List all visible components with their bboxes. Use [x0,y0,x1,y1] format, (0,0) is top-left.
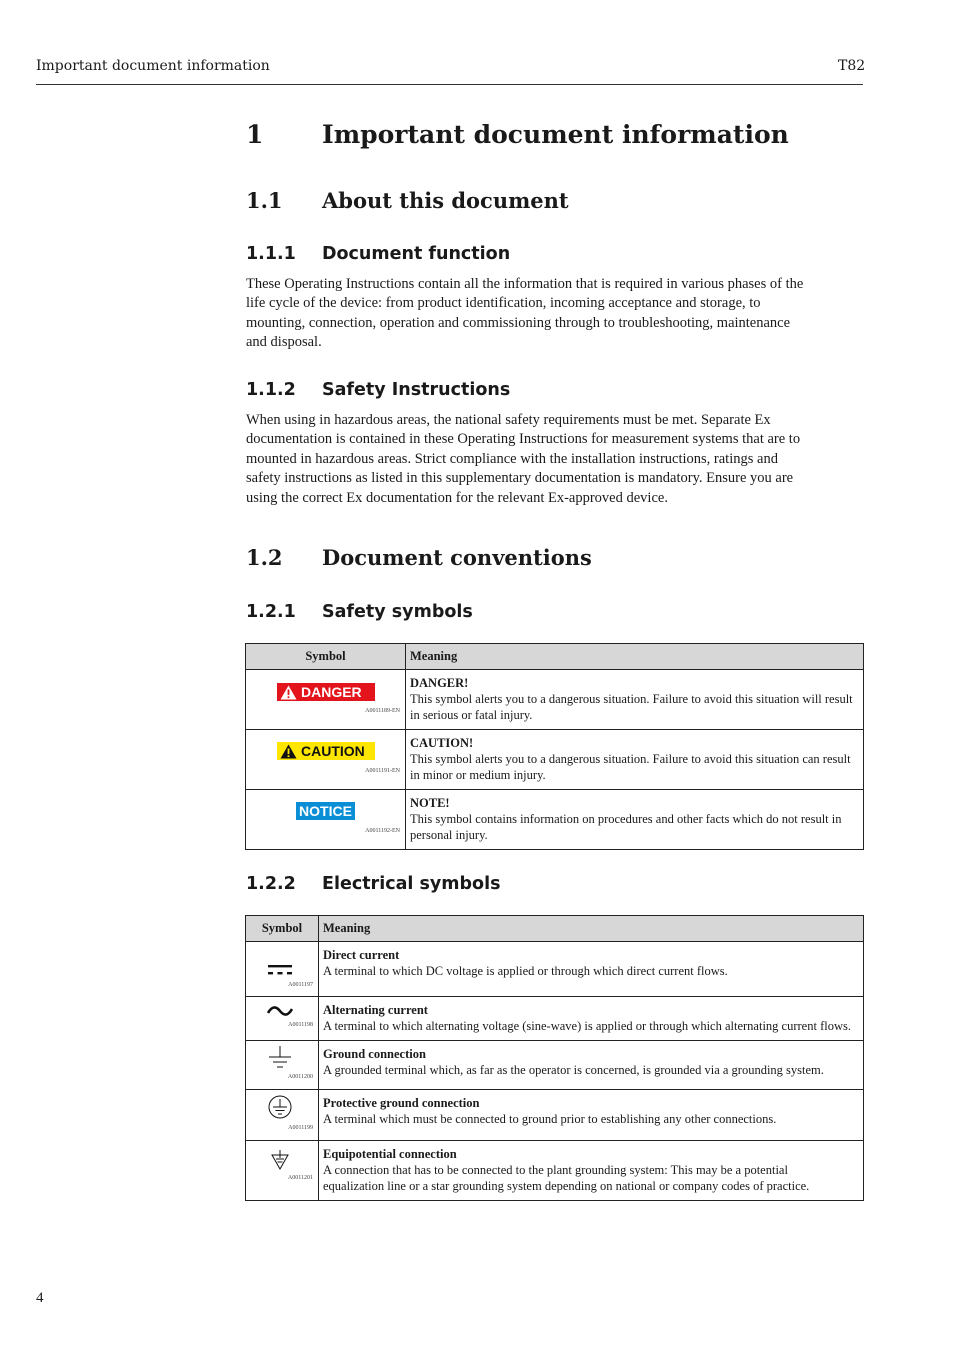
meaning-line: A grounded terminal which, as far as the operator is concerned, is grounded via a grounding system. [323,1063,824,1077]
meaning-line: personal injury. [410,828,488,842]
chapter-title: Important document information [322,120,789,149]
chapter-number: 1 [246,120,264,149]
column-header-meaning: Meaning [319,916,864,942]
electrical-symbols-table [245,915,864,1201]
paragraph-line: mounted in hazardous areas. Strict compliance with the installation instructions, ratings and [246,450,778,467]
equipotential-icon [267,1149,293,1171]
table-row [246,790,864,850]
page-number: 4 [36,1290,44,1306]
figure-code: A0011198 [288,1022,313,1028]
meaning-cell [319,942,864,997]
subsection-heading-1-2-2 [246,874,863,898]
symbol-cell [246,997,319,1041]
subsection-title: Electrical symbols [322,874,501,894]
table-row [246,670,864,730]
symbol-cell [246,790,406,850]
column-header-meaning: Meaning [406,644,864,670]
meaning-cell [406,790,864,850]
symbol-cell [246,1090,319,1141]
warning-triangle-icon [280,685,297,700]
running-header-doc-id: T82 [838,58,866,74]
document-function-paragraph [246,275,856,353]
meaning-title: NOTE! [410,796,450,810]
paragraph-line: These Operating Instructions contain all the information that is required in various phases of the [246,276,804,292]
subsection-title: Safety symbols [322,602,473,622]
meaning-line: A terminal to which alternating voltage (sine-wave) is applied or through which alternating current flows. [323,1019,851,1033]
paragraph-line: mounting, connection, operation and commissioning through to troubleshooting, maintenance [246,314,791,331]
section-number: 1.2 [246,545,283,570]
caution-badge [277,742,375,760]
table-row [246,730,864,790]
meaning-line: equalization line or a star grounding system depending on national or company codes of practice. [323,1179,810,1193]
meaning-cell [319,1090,864,1141]
figure-code: A0011197 [288,982,313,988]
symbol-cell [246,942,319,997]
table-row [246,997,864,1041]
meaning-title: Ground connection [323,1047,426,1061]
meaning-cell [319,997,864,1041]
section-heading-1-1 [246,188,863,216]
badge-label: NOTICE [299,803,352,819]
meaning-title: Alternating current [323,1003,428,1017]
subsection-number: 1.1.2 [246,380,296,400]
meaning-title: Equipotential connection [323,1147,457,1161]
meaning-cell [406,730,864,790]
safety-symbols-table [245,643,864,850]
table-row [246,1041,864,1090]
safety-instructions-paragraph [246,411,856,508]
subsection-number: 1.2.2 [246,874,296,894]
meaning-line: A terminal which must be connected to ground prior to establishing any other connections. [323,1112,777,1126]
meaning-title: CAUTION! [410,736,474,750]
subsection-number: 1.2.1 [246,602,296,622]
subsection-heading-1-1-2 [246,380,863,404]
paragraph-line: life cycle of the device: from product identification, incoming acceptance and storage, to [246,295,761,312]
column-header-symbol: Symbol [246,916,319,942]
meaning-title: DANGER! [410,676,469,690]
meaning-title: Direct current [323,948,400,962]
alternating-current-icon [267,1005,293,1017]
paragraph-line: using the correct Ex documentation for the relevant Ex-approved device. [246,489,668,506]
symbol-cell [246,730,406,790]
badge-label: DANGER [301,684,362,700]
running-header-title: Important document information [36,58,270,74]
table-row [246,1141,864,1201]
meaning-title: Protective ground connection [323,1096,480,1110]
meaning-line: This symbol alerts you to a dangerous situation. Failure to avoid this situation will result [410,692,853,706]
paragraph-line: When using in hazardous areas, the national safety requirements must be met. Separate Ex [246,412,771,428]
header-rule [36,84,863,85]
column-header-symbol: Symbol [246,644,406,670]
paragraph-line: documentation is contained in these Operating Instructions for measurement systems that are to [246,431,801,448]
notice-badge [296,802,355,820]
section-number: 1.1 [246,188,283,213]
subsection-title: Document function [322,244,511,264]
direct-current-icon [267,964,293,976]
subsection-title: Safety Instructions [322,380,511,400]
meaning-line: This symbol contains information on procedures and other facts which do not result in [410,812,842,826]
section-title: Document conventions [322,545,592,570]
figure-code: A0011191-EN [365,768,400,774]
symbol-cell [246,1041,319,1090]
section-title: About this document [322,188,569,213]
meaning-line: in serious or fatal injury. [410,708,533,722]
meaning-line: A connection that has to be connected to the plant grounding system: This may be a potential [323,1163,788,1177]
meaning-line: in minor or medium injury. [410,768,546,782]
protective-ground-icon [267,1095,293,1119]
subsection-heading-1-1-1 [246,244,863,268]
danger-badge [277,683,375,701]
figure-code: A0011189-EN [365,708,400,714]
figure-code: A0011199 [288,1125,313,1131]
paragraph-line: and disposal. [246,334,322,351]
figure-code: A0011192-EN [365,828,400,834]
meaning-line: This symbol alerts you to a dangerous situation. Failure to avoid this situation can result [410,752,851,766]
table-header-row [246,644,864,670]
table-header-row [246,916,864,942]
meaning-line: A terminal to which DC voltage is applied or through which direct current flows. [323,964,728,978]
meaning-cell [406,670,864,730]
subsection-number: 1.1.1 [246,244,296,264]
section-heading-1-2 [246,545,863,573]
subsection-heading-1-2-1 [246,602,863,626]
figure-code: A0011201 [287,1175,313,1181]
ground-icon [267,1045,293,1069]
meaning-cell [319,1141,864,1201]
figure-code: A0011200 [287,1074,313,1080]
badge-label: CAUTION [301,743,365,759]
table-row [246,942,864,997]
meaning-cell [319,1041,864,1090]
symbol-cell [246,1141,319,1201]
warning-triangle-icon [280,744,297,759]
paragraph-line: safety instructions as listed in this supplementary documentation is mandatory. Ensure you are [246,470,794,487]
table-row [246,1090,864,1141]
chapter-heading [246,120,863,152]
symbol-cell [246,670,406,730]
